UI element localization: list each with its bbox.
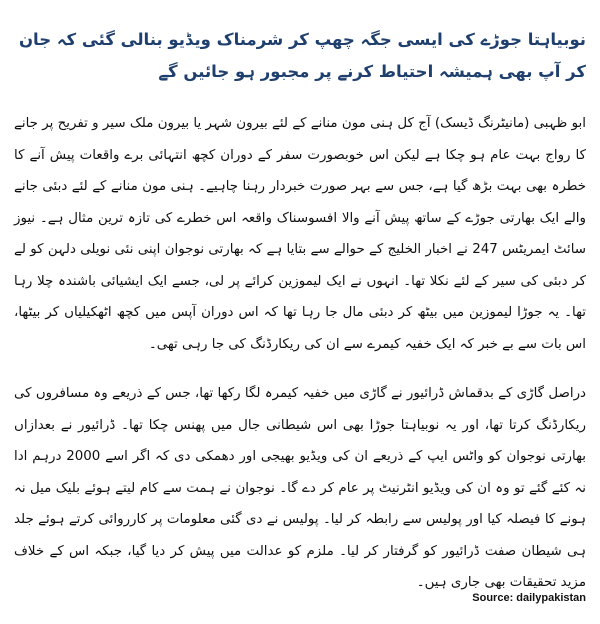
- source-credit: Source: dailypakistan: [472, 592, 586, 604]
- article-headline: نوبیاہتا جوڑے کی ایسی جگہ چھپ کر شرمناک ویڈیو بنالی گئی کہ جان کر آپ بھی ہمیشہ احتیاط کرنے پر مجبور ہو جائیں گے: [18, 30, 586, 81]
- article-paragraph-2: دراصل گاڑی کے بدقماش ڈرائیور نے گاڑی میں خفیہ کیمرہ لگا رکھا تھا، جس کے ذریعے وہ مسافروں کی ریکارڈنگ کرتا تھا، اور یہ نوبیاہتا جوڑا بھی اس شیطانی جال میں پھنس چکا تھا۔ ڈرائیور نے بعدازاں بھارتی نوجوان کو واٹس ایپ کے ذریعے ان کی ویڈیو بھیجی اور دھمکی دی کہ اگر اسے 2000 درہم ادا نہ کئے گئے تو وہ ان کی ویڈیو انٹرنیٹ پر عام کر دے گا۔ نوجوان نے ہمت سے کام لیتے ہوئے بلیک میل نہ ہونے کا فیصلہ کیا اور پولیس سے رابطہ کر لیا۔ پولیس نے دی گئی معلومات پر کارروائی کرتے ہوئے جلد ہی شیطان صفت ڈرائیور کو گرفتار کر لیا۔ ملزم کو عدالت میں پیش کر دیا گیا، جبکہ اس کے خلاف مزید تحقیقات بھی جاری ہیں۔: [14, 386, 586, 590]
- article-page: [0, 24, 600, 624]
- article-paragraph-1: ابو ظہبی (مانیٹرنگ ڈیسک) آج کل ہنی مون منانے کے لئے بیرون شہر یا بیرون ملک سیر و تفریح پر جانے کا رواج بہت عام ہو چکا ہے لیکن اس خوبصورت سفر کے دوران کچھ انتہائی برے واقعات پیش آنے کا خطرہ بھی بہت بڑھ گیا ہے، جس سے بہر صورت خبردار رہنا چاہیے۔ ہنی مون منانے کے لئے دبئی جانے والے ایک بھارتی جوڑے کے ساتھ پیش آنے والا افسوسناک واقعہ اس خطرے کی تازہ ترین مثال ہے۔ نیوز سائٹ ایمریٹس 247 نے اخبار الخلیج کے حوالے سے بتایا ہے کہ بھارتی نوجوان اپنی نئی نویلی دلہن کو لے کر دبئی کی سیر کے لئے نکلا تھا۔ انہوں نے ایک لیموزین کرائے پر لی، جسے ایک ایشیائی باشندہ چلا رہا تھا۔ یہ جوڑا لیموزین میں بیٹھ کر دبئی مال جا رہا تھا کہ اس دوران آپس میں کچھ اٹھکیلیاں کر بیٹھا، اس بات سے بے خبر کہ ایک خفیہ کیمرے سے ان کی ریکارڈنگ کی جا رہی تھی۔: [14, 116, 586, 352]
